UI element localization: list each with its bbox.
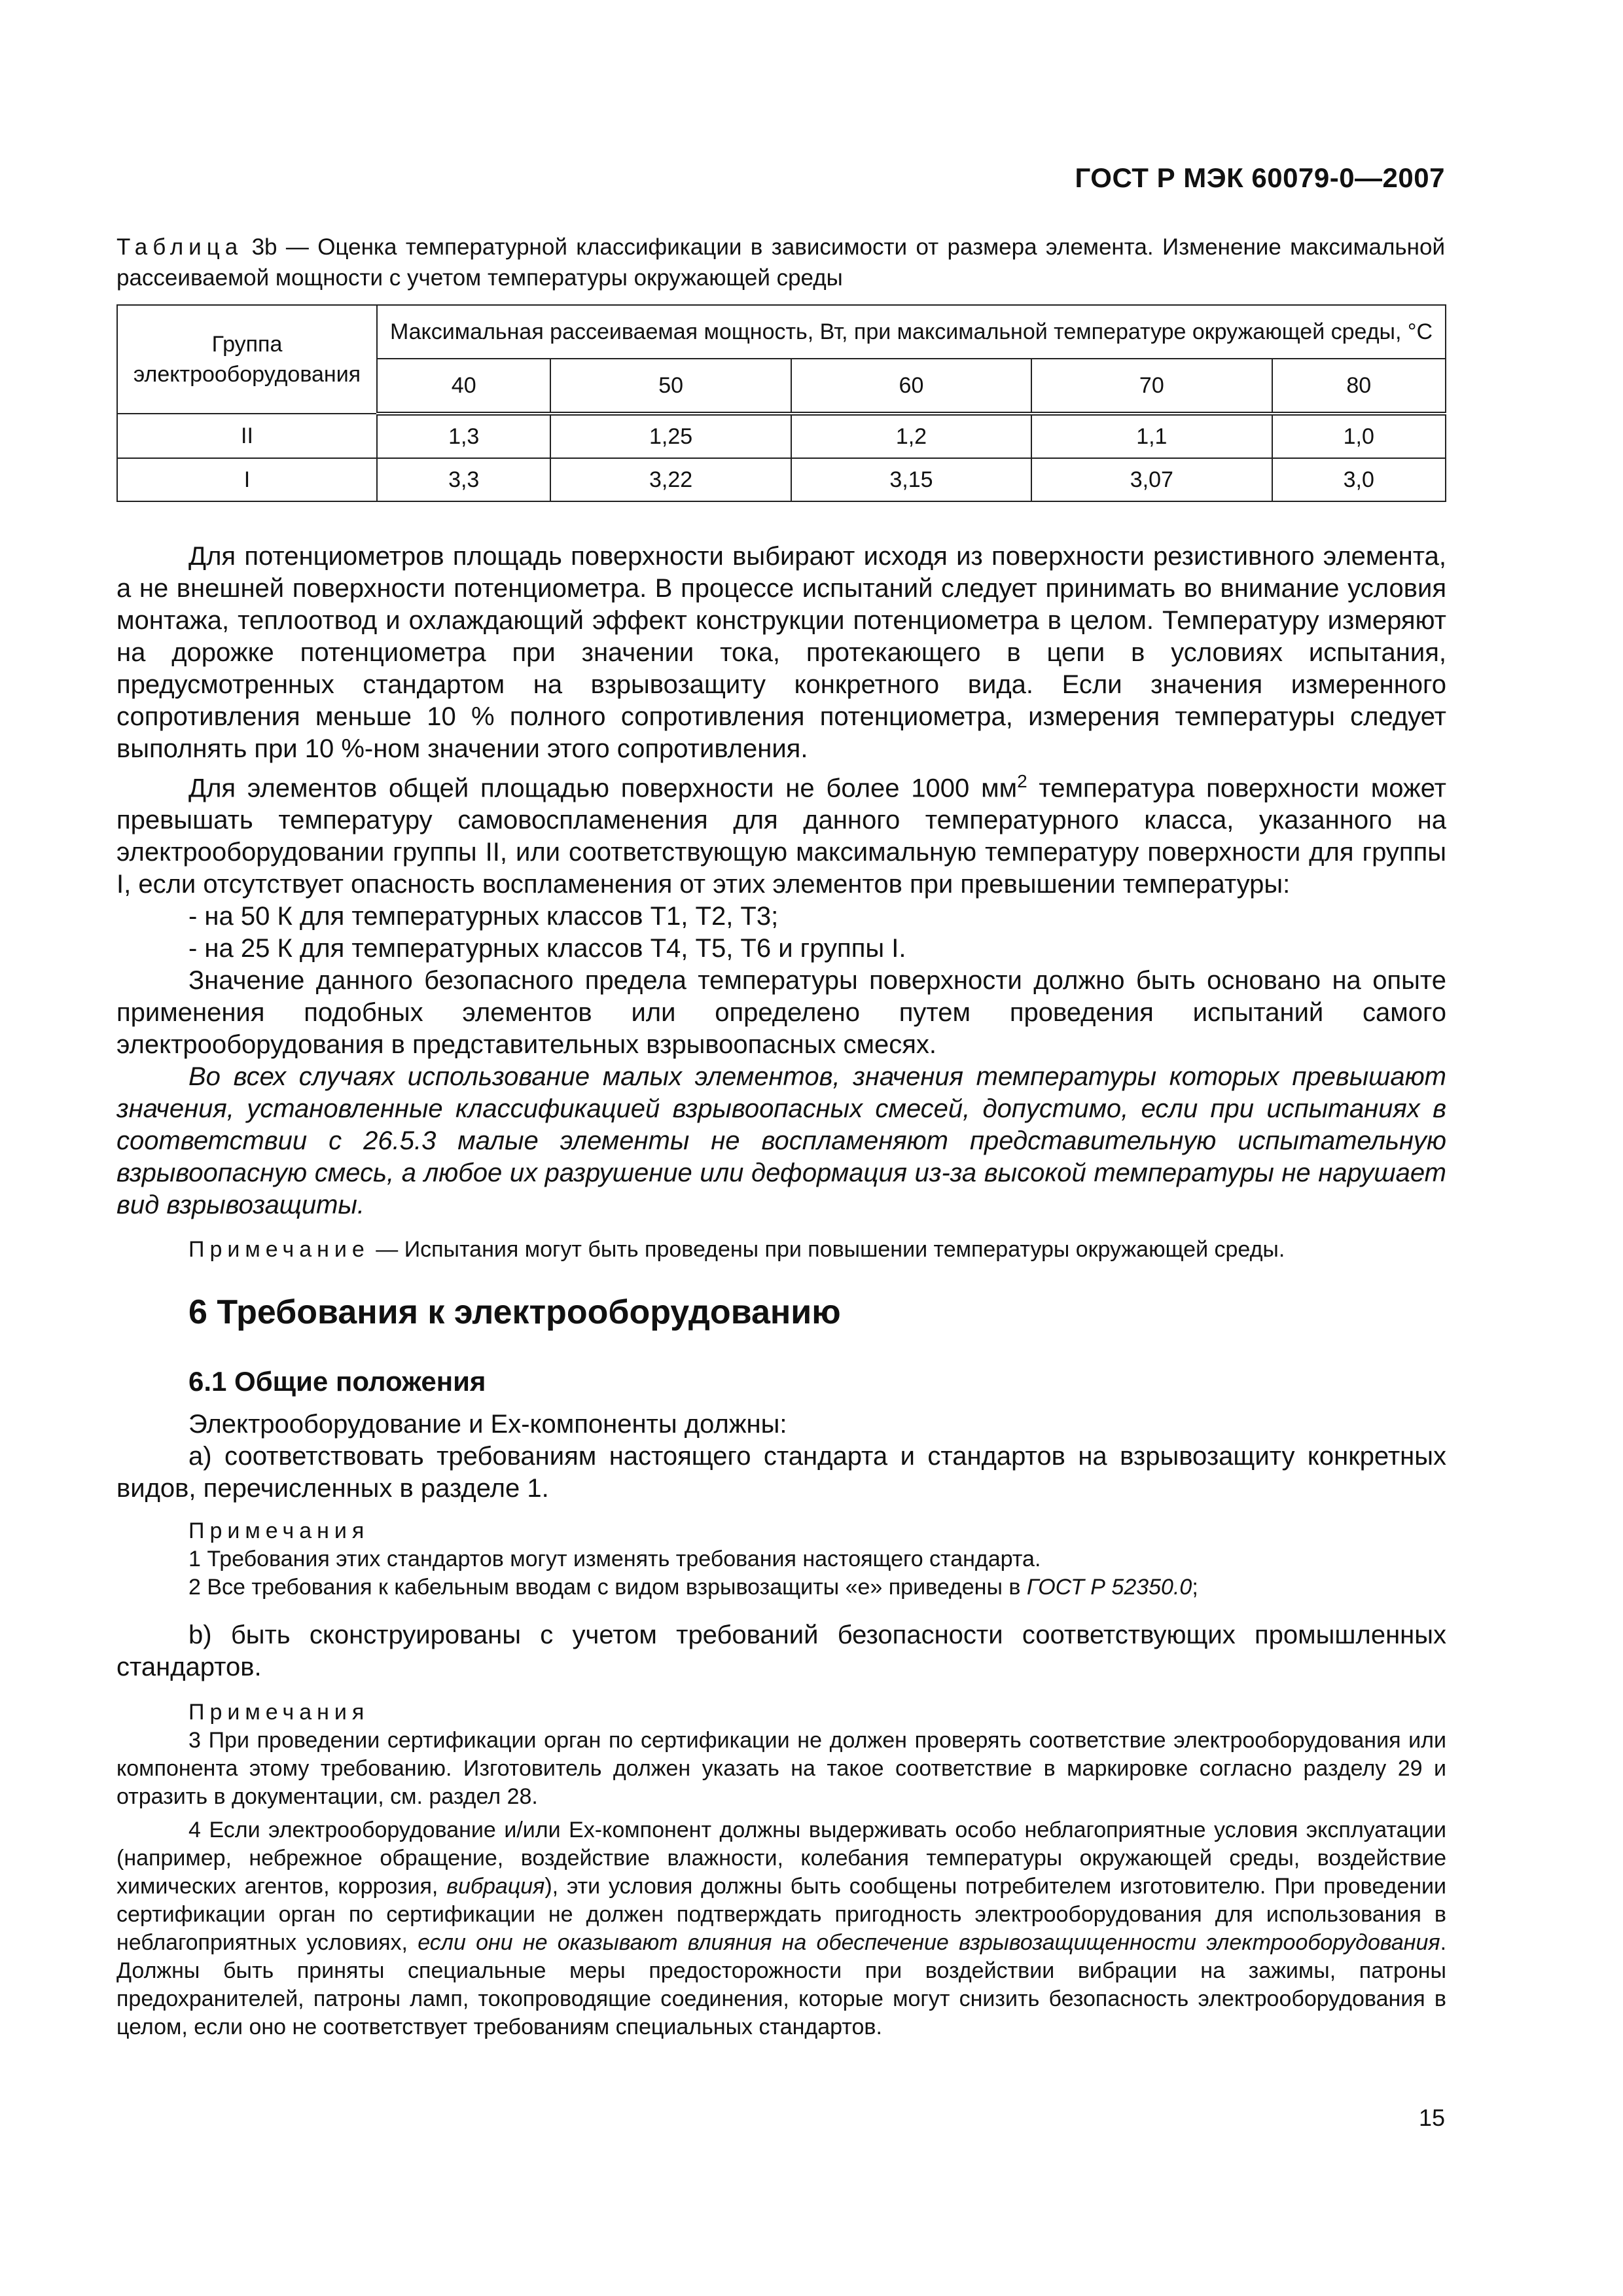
paragraph-part: температура поверхности может превышать температуру самовоспламенения для данного температурного класса, указанного на электрооборудовании группы II, или соответствующую максимальную температуру поверхности для группы I, если отсутствует опасность воспламенения от этих элементов при превышении температуры: (116, 774, 1446, 899)
table-header-temp: 50 (550, 359, 791, 414)
notes-label-text: Примечания (188, 1518, 370, 1543)
list-item: - на 50 К для температурных классов Т1, Т2, Т3; (188, 902, 779, 931)
table-row (117, 414, 1446, 458)
table-caption (116, 232, 1445, 293)
table-cell: 3,22 (550, 458, 791, 501)
note-reference: ГОСТ Р 52350.0 (1026, 1575, 1192, 1600)
table-header-temp: 60 (791, 359, 1031, 414)
note-item (116, 1573, 1446, 1602)
note-label: Примечание (188, 1237, 370, 1263)
note-italic: вибрация (446, 1874, 545, 1899)
paragraph-italic: Во всех случаях использование малых элементов, значения температуры которых превышают значения, установленные классификацией взрывоопасных смесей, допустимо, если при испытаниях в соответствии с 26.5.3 малые элементы не воспламеняют представительную испытательную взрывоопасную смесь, а любое их разрушение или деформация из-за высокой температуры не нарушает вид взрывозащиты. (116, 1062, 1446, 1220)
note-text: — Испытания могут быть проведены при повышении температуры окружающей среды. (369, 1237, 1285, 1263)
table-cell-group: II (117, 414, 377, 458)
paragraph: Значение данного безопасного предела температуры поверхности должно быть основано на опыте применения подобных элементов или определено путем проведения испытаний самого электрооборудования в представительных взрывоопасных смесях. (116, 966, 1446, 1060)
note-text: 2 Все требования к кабельным вводам с видом взрывозащиты «е» приведены в (188, 1575, 1027, 1600)
note-item (116, 1816, 1446, 2041)
section-heading: 6 Требования к электрооборудованию (188, 1293, 841, 1331)
subsection-heading: 6.1 Общие положения (188, 1366, 486, 1397)
note-text: ), эти условия должны быть сообщены потребителем изготовителю. При проведении сертификации орган по сертификации не должен подтверждать пригодность электрооборудования для использования в неблагоприятных условиях, (116, 1874, 1446, 1955)
note-text: ; (1192, 1575, 1198, 1600)
table-cell: 1,1 (1031, 414, 1272, 458)
table-header-group: Группа электрооборудования (117, 305, 377, 414)
table-caption-text: 3b — Оценка температурной классификации в зависимости от размера элемента. Изменение максимальной рассеиваемой мощности с учетом температуры окружающей среды (116, 234, 1445, 291)
temperature-table (116, 304, 1446, 502)
notes-label (116, 1517, 1446, 1545)
list-item: b) быть сконструированы с учетом требований безопасности соответствующих промышленных стандартов. (116, 1621, 1446, 1681)
note (116, 1234, 1446, 1265)
notes-label-text: Примечания (188, 1700, 370, 1725)
note-text: 4 Если электрооборудование и/или Ех-компонент должны выдерживать особо неблагоприятные условия эксплуатации (например, небрежное обращение, воздействие влажности, колебания температуры окружающей среды, воздействие химических агентов, коррозия, (116, 1818, 1446, 1899)
body-section-6-1 (116, 1408, 1446, 1505)
body-section-item-b (116, 1619, 1446, 1683)
table-row (117, 458, 1446, 501)
note-item: 3 При проведении сертификации орган по сертификации не должен проверять соответствие электрооборудования или компонента этому требованию. Изготовитель должен указать на такое соответствие в маркировке согласно разделу 29 и отразить в документации, см. раздел 28. (116, 1728, 1446, 1809)
notes-label (116, 1698, 1446, 1727)
body-section (116, 541, 1446, 1265)
paragraph: Электрооборудование и Ех-компоненты должны: (188, 1410, 787, 1439)
table-cell-group: I (117, 458, 377, 501)
table-header-temp: 40 (377, 359, 550, 414)
table-header-power: Максимальная рассеиваемая мощность, Вт, при максимальной температуре окружающей среды, °С (377, 305, 1446, 359)
document-id: ГОСТ Р МЭК 60079-0—2007 (1075, 162, 1445, 193)
table-cell: 3,15 (791, 458, 1031, 501)
table-cell: 3,0 (1272, 458, 1446, 501)
note-item: 1 Требования этих стандартов могут изменять требования настоящего стандарта. (188, 1547, 1041, 1571)
table-cell: 3,3 (377, 458, 550, 501)
table-cell: 1,0 (1272, 414, 1446, 458)
superscript: 2 (1017, 771, 1027, 791)
notes-block-1 (116, 1517, 1446, 1602)
paragraph-part: Для элементов общей площадью поверхности не более 1000 мм (188, 774, 1018, 803)
note-italic: если они не оказывают влияния на обеспечение взрывозащищенности электрооборудования (418, 1930, 1440, 1955)
paragraph: Для потенциометров площадь поверхности выбирают исходя из поверхности резистивного элемента, а не внешней поверхности потенциометра. В процессе испытаний следует принимать во внимание условия монтажа, теплоотвод и охлаждающий эффект конструкции потенциометра в целом. Температуру измеряют на дорожке потенциометра при значении тока, протекающего в цепи в условиях испытания, предусмотренных стандартом на взрывозащиту конкретного вида. Если значения измеренного сопротивления меньше 10 % полного сопротивления потенциометра, измерения температуры следует выполнять при 10 %-ном значении этого сопротивления. (116, 542, 1446, 763)
list-item: - на 25 К для температурных классов Т4, Т5, Т6 и группы I. (188, 934, 906, 963)
list-item: a) соответствовать требованиям настоящего стандарта и стандартов на взрывозащиту конкретных видов, перечисленных в разделе 1. (116, 1442, 1446, 1503)
table-header-temp: 70 (1031, 359, 1272, 414)
notes-block-2 (116, 1698, 1446, 2041)
table-cell: 1,3 (377, 414, 550, 458)
table-caption-label: Таблица (116, 234, 243, 260)
table-cell: 1,2 (791, 414, 1031, 458)
paragraph (116, 765, 1446, 901)
page-number: 15 (1418, 2104, 1445, 2131)
table-header-temp: 80 (1272, 359, 1446, 414)
note-text: . Должны быть приняты специальные меры предосторожности при воздействии вибрации на зажимы, патроны предохранителей, патроны ламп, токопроводящие соединения, которые могут снизить безопасность электрооборудования в целом, если оно не соответствует требованиям специальных стандартов. (116, 1930, 1447, 2039)
table-cell: 1,25 (550, 414, 791, 458)
table-cell: 3,07 (1031, 458, 1272, 501)
